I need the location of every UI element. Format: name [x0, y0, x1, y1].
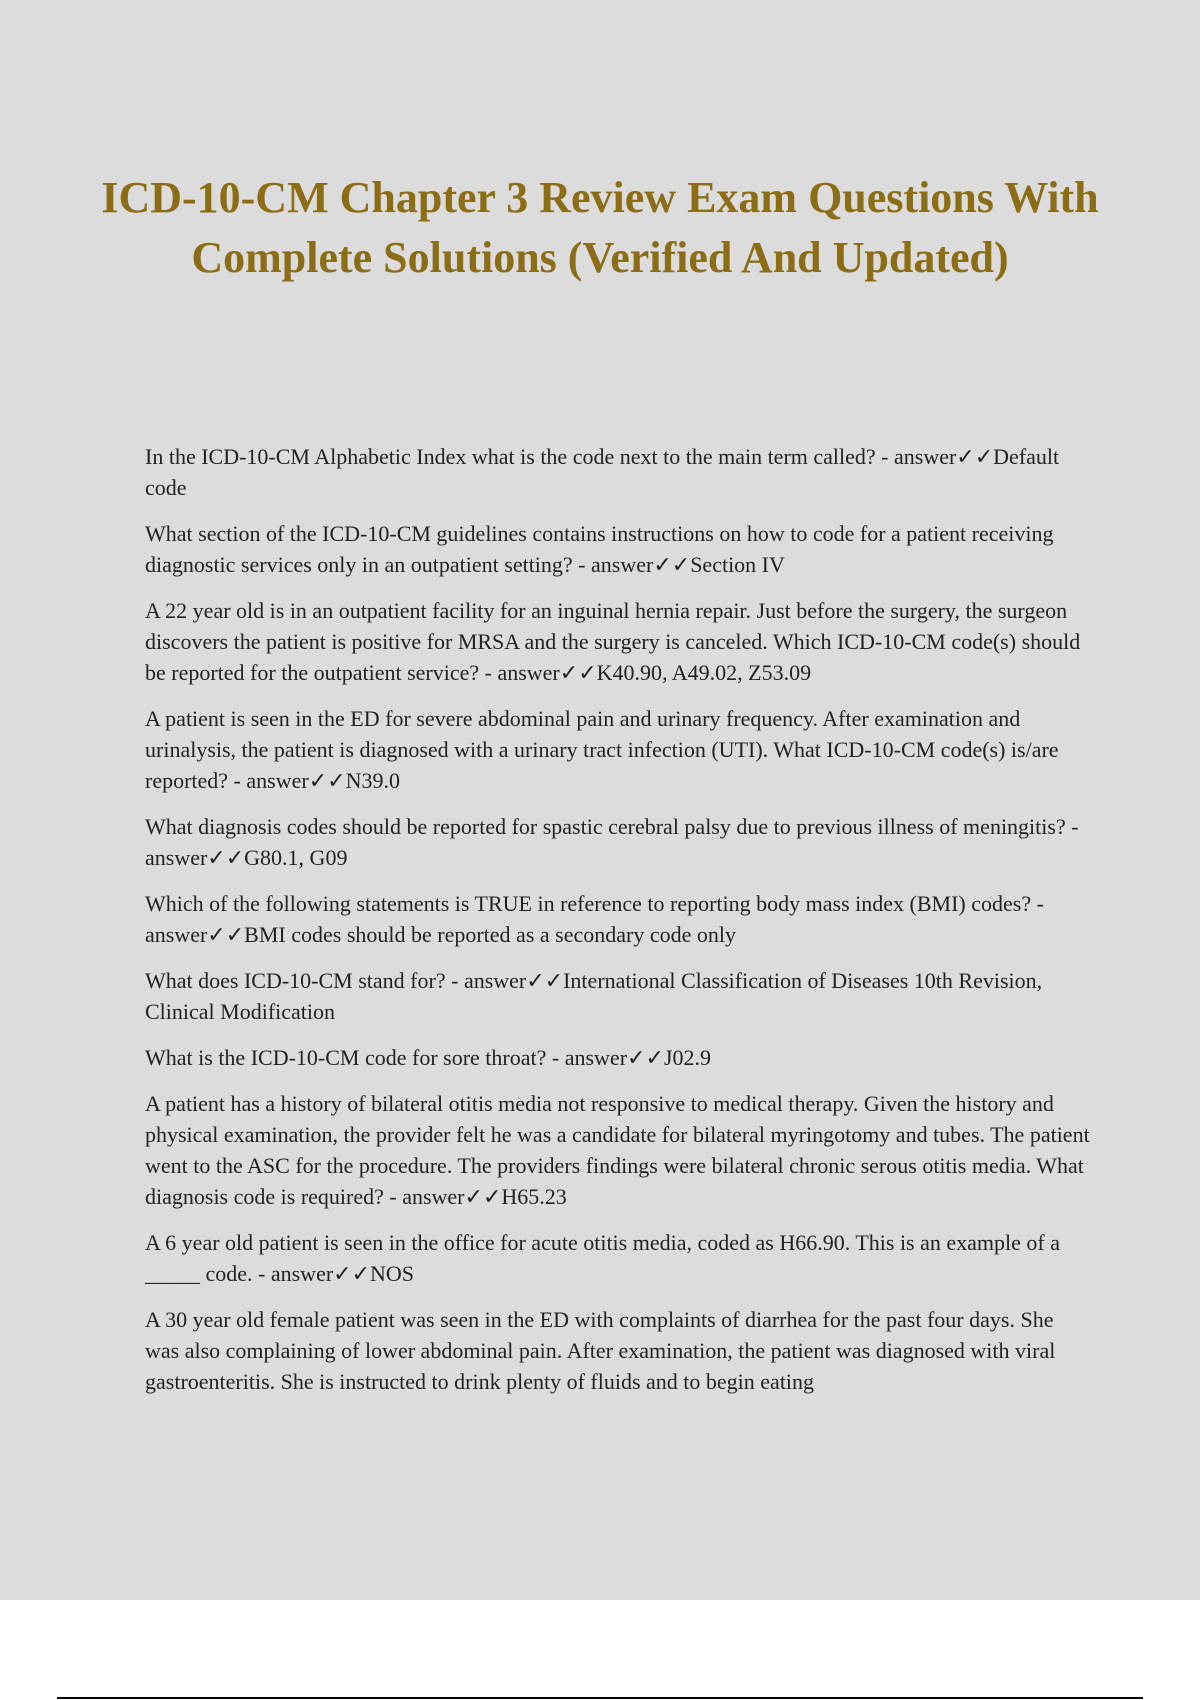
qa-item — [145, 595, 1090, 688]
answer-text: answer✓✓G80.1, G09 — [145, 845, 348, 870]
question-text: A patient has a history of bilateral otitis media not responsive to medical therapy. Given the history and physical examination, the provider felt he was a candidate for bilateral myringotomy and tubes. The patient went to the ASC for the procedure. The providers findings were bilateral chronic serous otitis media. What diagnosis code is required? - — [145, 1091, 1090, 1209]
qa-item — [145, 965, 1090, 1027]
qa-item — [145, 1088, 1090, 1212]
question-text: What section of the ICD-10-CM guidelines contains instructions on how to code for a patient receiving diagnostic services only in an outpatient setting? - — [145, 521, 1054, 577]
answer-text: answer✓✓Default code — [145, 444, 1060, 500]
question-text: A 6 year old patient is seen in the office for acute otitis media, coded as H66.90. This is an example of a _____ code. - — [145, 1230, 1060, 1286]
qa-item — [145, 1227, 1090, 1289]
answer-text: answer✓✓H65.23 — [402, 1184, 567, 1209]
qa-item — [145, 518, 1090, 580]
qa-item — [145, 811, 1090, 873]
footer-divider — [57, 1697, 1143, 1699]
answer-text: answer✓✓N39.0 — [246, 768, 400, 793]
document-title: ICD-10-CM Chapter 3 Review Exam Questions With Complete Solutions (Verified And Updated) — [101, 173, 1099, 282]
qa-item — [145, 703, 1090, 796]
question-text: In the ICD-10-CM Alphabetic Index what is the code next to the main term called? - — [145, 444, 894, 469]
answer-text: answer✓✓NOS — [270, 1261, 415, 1286]
qa-item — [145, 1304, 1090, 1397]
answer-text: answer✓✓International Classification of Diseases 10th Revision, Clinical Modification — [145, 968, 1043, 1024]
question-text: What diagnosis codes should be reported for spastic cerebral palsy due to previous illness of meningitis? - — [145, 814, 1079, 839]
question-text: A patient is seen in the ED for severe abdominal pain and urinary frequency. After examination and urinalysis, the patient is diagnosed with a urinary tract infection (UTI). What ICD-10-CM code(s) is/are reported? - — [145, 706, 1059, 793]
qa-list — [145, 441, 1090, 1412]
question-text: A 30 year old female patient was seen in the ED with complaints of diarrhea for the past four days. She was also complaining of lower abdominal pain. After examination, the patient was diagnosed with viral gastroenteritis. She is instructed to drink plenty of fluids and to begin eating — [145, 1307, 1056, 1394]
answer-text: answer✓✓K40.90, A49.02, Z53.09 — [497, 660, 812, 685]
qa-item — [145, 1042, 1090, 1073]
question-text: A 22 year old is in an outpatient facility for an inguinal hernia repair. Just before the surgery, the surgeon discovers the patient is positive for MRSA and the surgery is canceled. Which ICD-10-CM code(s) should be reported for the outpatient service? - — [145, 598, 1081, 685]
question-text: What does ICD-10-CM stand for? - — [145, 968, 464, 993]
qa-item — [145, 441, 1090, 503]
answer-text: answer✓✓J02.9 — [564, 1045, 711, 1070]
answer-text: answer✓✓Section IV — [591, 552, 785, 577]
answer-text: answer✓✓BMI codes should be reported as a secondary code only — [145, 922, 736, 947]
question-text: What is the ICD-10-CM code for sore throat? - — [145, 1045, 565, 1070]
question-text: Which of the following statements is TRUE in reference to reporting body mass index (BMI) codes? - — [145, 891, 1044, 916]
qa-item — [145, 888, 1090, 950]
